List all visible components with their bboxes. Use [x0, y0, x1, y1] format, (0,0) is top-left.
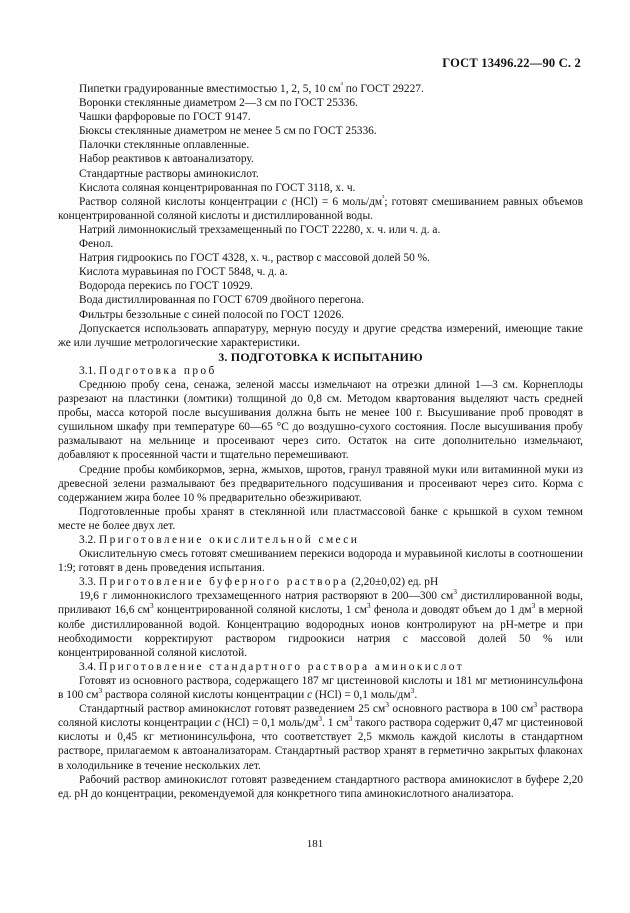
- list-item: Воронки стеклянные диаметром 2—3 см по ГОСТ 25336.: [79, 97, 358, 110]
- list-item: Фенол.: [79, 238, 114, 251]
- subsection-heading: 3.3. Приготовление буферного раствора (2,20±0,02) ед. рН: [79, 576, 439, 589]
- list-item: Пипетки градуированные вместимостью 1, 2, 5, 10 $см^{^3}$ по ГОСТ 29227.: [79, 80, 424, 95]
- list-item: Водорода перекись по ГОСТ 10929.: [79, 280, 253, 293]
- list-item: Бюксы стеклянные диаметром не менее 5 см по ГОСТ 25336.: [79, 125, 377, 138]
- list-item: Набор реактивов к автоанализатору.: [79, 153, 254, 166]
- page-number: 181: [306, 838, 324, 850]
- list-item: Кислота муравьиная по ГОСТ 5848, ч. д. а.: [79, 266, 288, 279]
- paragraph: Среднюю пробу сена, сенажа, зеленой массы измельчают на отрезки длиной 1—3 см. Корнеплоды разрезают на пластинки (ломтики) толщиной до 0,8 см. Методом квартования выделяют часть средней пробы, масса которой после высушивания должна быть не менее 100 г. Высушивание проб проводят в сушильном шкафу при температуре 60—65 °С до воздушно-сухого состояния. После высушивания пробу размалывают на мельнице и просеивают через сито. Остаток на сите дополнительно измельчают, добавляют к просеянной части и тщательно перемешивают.: [58, 378, 583, 462]
- list-item: Чашки фарфоровые по ГОСТ 9147.: [79, 111, 251, 124]
- section-heading: 3. ПОДГОТОВКА К ИСПЫТАНИЮ: [218, 349, 423, 364]
- subsection-heading: 3.4. Приготовление стандартного раствора аминокислот: [79, 660, 465, 673]
- list-item: Натрия гидроокись по ГОСТ 4328, х. ч., раствор с массовой долей 50 %.: [79, 252, 430, 265]
- page-header: ГОСТ 13496.22—90 С. 2: [442, 56, 581, 70]
- list-item: Натрий лимоннокислый трехзамещенный по ГОСТ 22280, х. ч. или ч. д. а.: [79, 223, 441, 236]
- paragraph: Средние пробы комбикормов, зерна, жмыхов, шротов, гранул травяной муки или витаминной муки из древесной зелени размалывают без предварительного подсушивания и просеивают через сито. Корма с содержанием жира более 10 % предварительно обезжиривают.: [58, 463, 583, 504]
- list-item: Фильтры беззольные с синей полосой по ГОСТ 12026.: [79, 308, 345, 321]
- paragraph: Окислительную смесь готовят смешиванием перекиси водорода и муравьиной кислоты в соотношении 1:9; готовят в день проведения испытания.: [58, 548, 583, 575]
- subsection-heading: 3.2. Приготовление окислительной смеси: [79, 534, 360, 546]
- list-item: Раствор соляной кислоты концентрации c (HCl) = 6 моль/$дм^{^3}$; готовят смешиванием равных объемов концентрированной соляной кислоты и дистиллированной воды.: [58, 192, 583, 222]
- list-item: Кислота соляная концентрированная по ГОСТ 3118, х. ч.: [79, 181, 356, 194]
- subsection-heading: 3.1. Подготовка проб: [79, 364, 217, 377]
- list-item: Стандартные растворы аминокислот.: [79, 167, 259, 180]
- paragraph: Подготовленные пробы хранят в стеклянной или пластмассовой банке с крышкой в сухом темном месте не более двух лет.: [58, 505, 583, 532]
- paragraph: Рабочий раствор аминокислот готовят разведением стандартного раствора аминокислот в буфере 2,20 ед. рН до концентрации, рекомендуемой для конкретного типа аминокислотного анализатора.: [58, 773, 583, 800]
- paragraph: Допускается использовать аппаратуру, мерную посуду и другие средства измерений, имеющие такие же или лучшие метрологические характеристики.: [58, 322, 583, 349]
- paragraph: Стандартный раствор аминокислот готовят разведением 25 $см^3$ основного раствора в 100 $см^3$ раствора соляной кислоты концентрации c (HCl) = 0,1 моль/$дм^3$. 1 $см^3$ такого раствора содержит 0,47 мг цистеиновой кислоты и 0,45 кг метионинсульфона, что соответствует 2,5 мкмоль каждой кислоты в стандартном растворе, прилагаемом к автоанализаторам. Стандартный раствор хранят в герметично закрытых флаконах в холодильнике в течение нескольких лет.: [58, 700, 583, 772]
- list-item: Палочки стеклянные оплавленные.: [79, 139, 250, 152]
- document-body: [58, 82, 583, 801]
- list-item: Вода дистиллированная по ГОСТ 6709 двойного перегона.: [79, 294, 365, 307]
- paragraph: 19,6 г лимоннокислого трехзамещенного натрия растворяют в 200—300 $см^3$ дистиллированной воды, приливают 16,6 $см^3$ концентрированной соляной кислоты, 1 $см^3$ фенола и доводят объем до 1 $дм^3$ в мерной колбе дистиллированной водой. Концентрацию водородных ионов контролируют на рН-метре и при необходимости корректируют раствором гидроокиси натрия с массовой долей 50 % или концентрированной соляной кислотой.: [58, 587, 583, 659]
- paragraph: Готовят из основного раствора, содержащего 187 мг цистеиновой кислоты и 181 мг метионинсульфона в 100 $см^3$ раствора соляной кислоты концентрации c (HCl) = 0,1 моль/$дм^3$.: [58, 674, 583, 702]
